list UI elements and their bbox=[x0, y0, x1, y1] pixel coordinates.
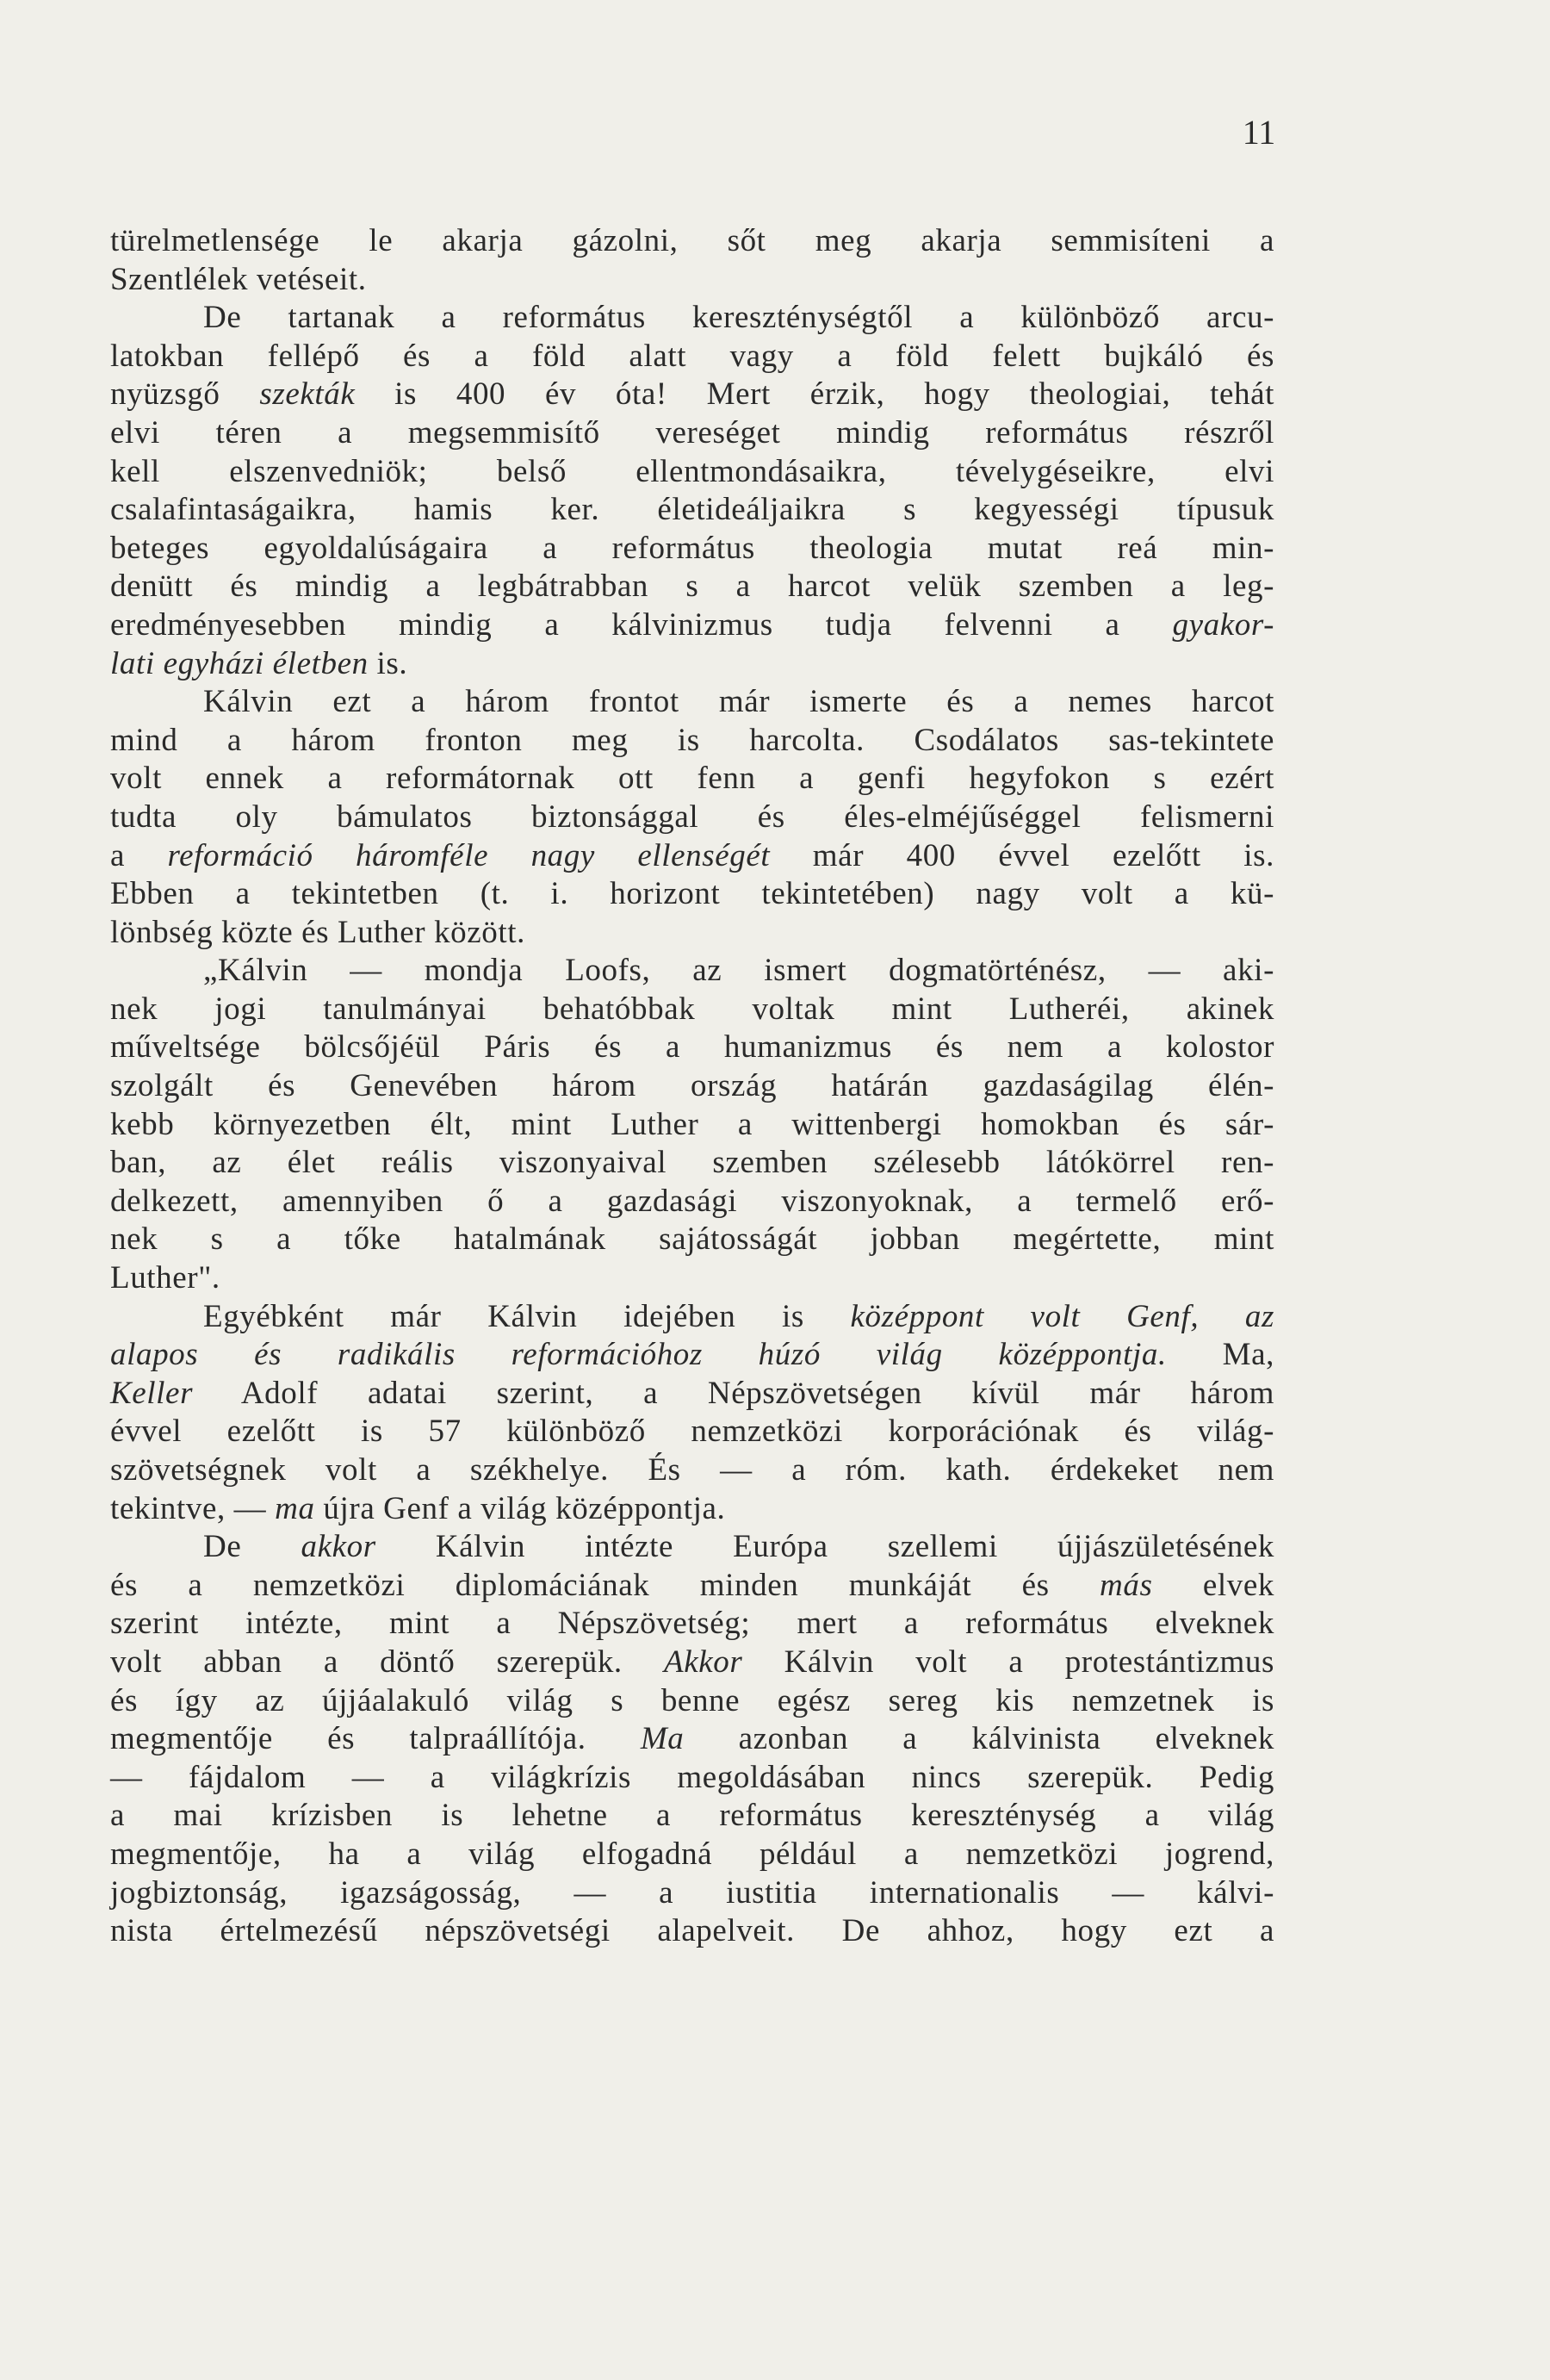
text-line bbox=[110, 530, 1274, 569]
text-line bbox=[110, 376, 1274, 414]
text-line bbox=[110, 414, 1274, 453]
italic-text: lati egyházi életben bbox=[110, 645, 369, 681]
text-line bbox=[110, 1720, 1274, 1759]
text-line bbox=[110, 760, 1274, 799]
text-segment: türelmetlensége le akarja gázolni, sőt meg akarja semmisíteni a bbox=[110, 223, 1274, 258]
italic-text: Ma bbox=[640, 1721, 685, 1757]
body-text bbox=[110, 222, 1274, 1951]
text-line bbox=[110, 799, 1274, 837]
text-segment: Ma, bbox=[1166, 1337, 1274, 1373]
text-line bbox=[110, 914, 1274, 953]
text-segment: nista értelmezésű népszövetségi alapelveit. De ahhoz, hogy ezt a bbox=[110, 1913, 1274, 1949]
italic-text: akkor bbox=[301, 1529, 376, 1565]
text-line bbox=[110, 1028, 1274, 1067]
text-segment: Kálvin ezt a három frontot már ismerte és a nemes harcot bbox=[203, 684, 1274, 720]
italic-text: gyakor- bbox=[1172, 606, 1274, 643]
text-line bbox=[110, 338, 1274, 376]
text-segment: denütt és mindig a legbátrabban s a harcot velük szemben a leg- bbox=[110, 569, 1274, 605]
text-line bbox=[110, 837, 1274, 876]
text-line bbox=[110, 1451, 1274, 1490]
text-line bbox=[110, 1183, 1274, 1221]
text-segment: De bbox=[203, 1529, 301, 1565]
text-segment: eredményesebben mindig a kálvinizmus tudja felvenni a bbox=[110, 606, 1173, 643]
text-line bbox=[110, 1144, 1274, 1183]
italic-text: alapos és radikális reformációhoz húzó világ középpontja. bbox=[110, 1337, 1167, 1373]
text-segment: elvek bbox=[1152, 1567, 1274, 1603]
text-segment: megmentője, ha a világ elfogadná például a nemzetközi jogrend, bbox=[110, 1836, 1274, 1872]
text-line bbox=[110, 1912, 1274, 1951]
text-segment: elvi téren a megsemmisítő vereséget mindig református részről bbox=[110, 414, 1274, 451]
text-segment: — fájdalom — a világkrízis megoldásában nincs szerepük. Pedig bbox=[110, 1759, 1274, 1795]
text-segment: újra Genf a világ középpontja. bbox=[314, 1490, 726, 1526]
text-line bbox=[110, 1528, 1274, 1567]
text-segment: azonban a kálvinista elveknek bbox=[684, 1721, 1274, 1757]
text-segment: évvel ezelőtt is 57 különböző nemzetközi korporációnak és világ- bbox=[110, 1414, 1274, 1450]
text-segment: ban, az élet reális viszonyaival szemben szélesebb látókörrel ren- bbox=[110, 1145, 1274, 1181]
text-segment: Egyébként már Kálvin idejében is bbox=[203, 1298, 851, 1334]
text-segment: volt abban a döntő szerepük. bbox=[110, 1644, 665, 1680]
text-segment: „Kálvin — mondja Loofs, az ismert dogmatörténész, — aki- bbox=[203, 953, 1274, 989]
text-line bbox=[110, 1682, 1274, 1721]
text-segment: Ebben a tekintetben (t. i. horizont tekintetében) nagy volt a kü- bbox=[110, 876, 1274, 912]
text-line bbox=[110, 1375, 1274, 1414]
text-segment: Kálvin volt a protestántizmus bbox=[742, 1644, 1274, 1680]
text-line bbox=[110, 1644, 1274, 1682]
text-line bbox=[110, 1259, 1274, 1298]
text-line bbox=[110, 299, 1274, 338]
text-segment: tudta oly bámulatos biztonsággal és éles-elméjűséggel felismerni bbox=[110, 799, 1274, 835]
text-line bbox=[110, 1336, 1274, 1375]
text-line bbox=[110, 1221, 1274, 1259]
text-segment: mind a három fronton meg is harcolta. Csodálatos sas-tekintete bbox=[110, 722, 1274, 758]
page-number: 11 bbox=[1242, 113, 1276, 152]
text-line bbox=[110, 568, 1274, 606]
text-line bbox=[110, 1759, 1274, 1798]
text-line bbox=[110, 606, 1274, 645]
text-line bbox=[110, 1490, 1274, 1529]
text-segment: kell elszenvedniök; belső ellentmondásaikra, tévelygéseikre, elvi bbox=[110, 453, 1274, 489]
text-segment: tekintve, — bbox=[110, 1490, 276, 1526]
text-line bbox=[110, 1797, 1274, 1836]
text-segment: delkezett, amennyiben ő a gazdasági viszonyoknak, a termelő erő- bbox=[110, 1183, 1274, 1219]
text-line bbox=[110, 1874, 1274, 1913]
text-segment: szerint intézte, mint a Népszövetség; mert a református elveknek bbox=[110, 1606, 1274, 1642]
text-segment: és a nemzetközi diplomáciának minden munkáját és bbox=[110, 1567, 1100, 1603]
text-line bbox=[110, 1413, 1274, 1451]
text-segment: beteges egyoldalúságaira a református theologia mutat reá min- bbox=[110, 530, 1274, 566]
text-line bbox=[110, 645, 1274, 684]
text-line bbox=[110, 991, 1274, 1029]
text-segment: Luther". bbox=[110, 1260, 220, 1296]
text-line bbox=[110, 453, 1274, 492]
text-line bbox=[110, 952, 1274, 991]
italic-text: szekták bbox=[259, 376, 356, 413]
text-line bbox=[110, 1567, 1274, 1606]
text-line bbox=[110, 491, 1274, 530]
text-line bbox=[110, 1298, 1274, 1337]
text-line bbox=[110, 683, 1274, 722]
text-segment: a mai krízisben is lehetne a református kereszténység a világ bbox=[110, 1798, 1274, 1834]
text-segment: nyüzsgő bbox=[110, 376, 260, 413]
text-segment: szövetségnek volt a székhelye. És — a róm. kath. érdekeket nem bbox=[110, 1452, 1274, 1488]
text-line bbox=[110, 722, 1274, 761]
text-segment: Szentlélek vetéseit. bbox=[110, 261, 367, 297]
text-line bbox=[110, 222, 1274, 261]
text-line bbox=[110, 875, 1274, 914]
text-segment: Kálvin intézte Európa szellemi újjászületésének bbox=[375, 1529, 1274, 1565]
text-segment: De tartanak a református kereszténységtől a különböző arcu- bbox=[203, 300, 1274, 336]
text-segment: már 400 évvel ezelőtt is. bbox=[770, 837, 1274, 873]
text-segment: lönbség közte és Luther között. bbox=[110, 914, 526, 950]
text-line bbox=[110, 1605, 1274, 1644]
text-segment: volt ennek a reformátornak ott fenn a genfi hegyfokon s ezért bbox=[110, 761, 1274, 797]
text-segment: nek jogi tanulmányai behatóbbak voltak mint Lutheréi, akinek bbox=[110, 991, 1274, 1027]
text-line bbox=[110, 261, 1274, 300]
text-segment: műveltsége bölcsőjéül Páris és a humanizmus és nem a kolostor bbox=[110, 1029, 1274, 1066]
text-segment: megmentője és talpraállítója. bbox=[110, 1721, 641, 1757]
text-line bbox=[110, 1106, 1274, 1145]
text-segment: a bbox=[110, 837, 168, 873]
text-line bbox=[110, 1067, 1274, 1106]
text-segment: csalafintaságaikra, hamis ker. életideáljaikra s kegyességi típusuk bbox=[110, 492, 1274, 528]
text-segment: kebb környezetben élt, mint Luther a wittenbergi homokban és sár- bbox=[110, 1106, 1274, 1142]
italic-text: reformáció háromféle nagy ellenségét bbox=[167, 837, 771, 873]
text-segment: nek s a tőke hatalmának sajátosságát jobban megértette, mint bbox=[110, 1221, 1274, 1258]
text-segment: Adolf adatai szerint, a Népszövetségen kívül már három bbox=[193, 1375, 1274, 1411]
text-segment: és így az újjáalakuló világ s benne egész sereg kis nemzetnek is bbox=[110, 1682, 1274, 1718]
text-segment: is 400 év óta! Mert érzik, hogy theologiai, tehát bbox=[355, 376, 1274, 413]
text-segment: szolgált és Genevében három ország határán gazdaságilag élén- bbox=[110, 1068, 1274, 1104]
text-segment: is. bbox=[368, 645, 408, 681]
italic-text: Akkor bbox=[664, 1644, 743, 1680]
italic-text: ma bbox=[275, 1490, 315, 1526]
text-segment: latokban fellépő és a föld alatt vagy a föld felett bujkáló és bbox=[110, 338, 1274, 374]
italic-text: Keller bbox=[110, 1375, 194, 1411]
text-segment: jogbiztonság, igazságosság, — a iustitia internationalis — kálvi- bbox=[110, 1874, 1274, 1911]
italic-text: más bbox=[1100, 1567, 1153, 1603]
text-line bbox=[110, 1836, 1274, 1874]
italic-text: középpont volt Genf, az bbox=[850, 1298, 1274, 1334]
